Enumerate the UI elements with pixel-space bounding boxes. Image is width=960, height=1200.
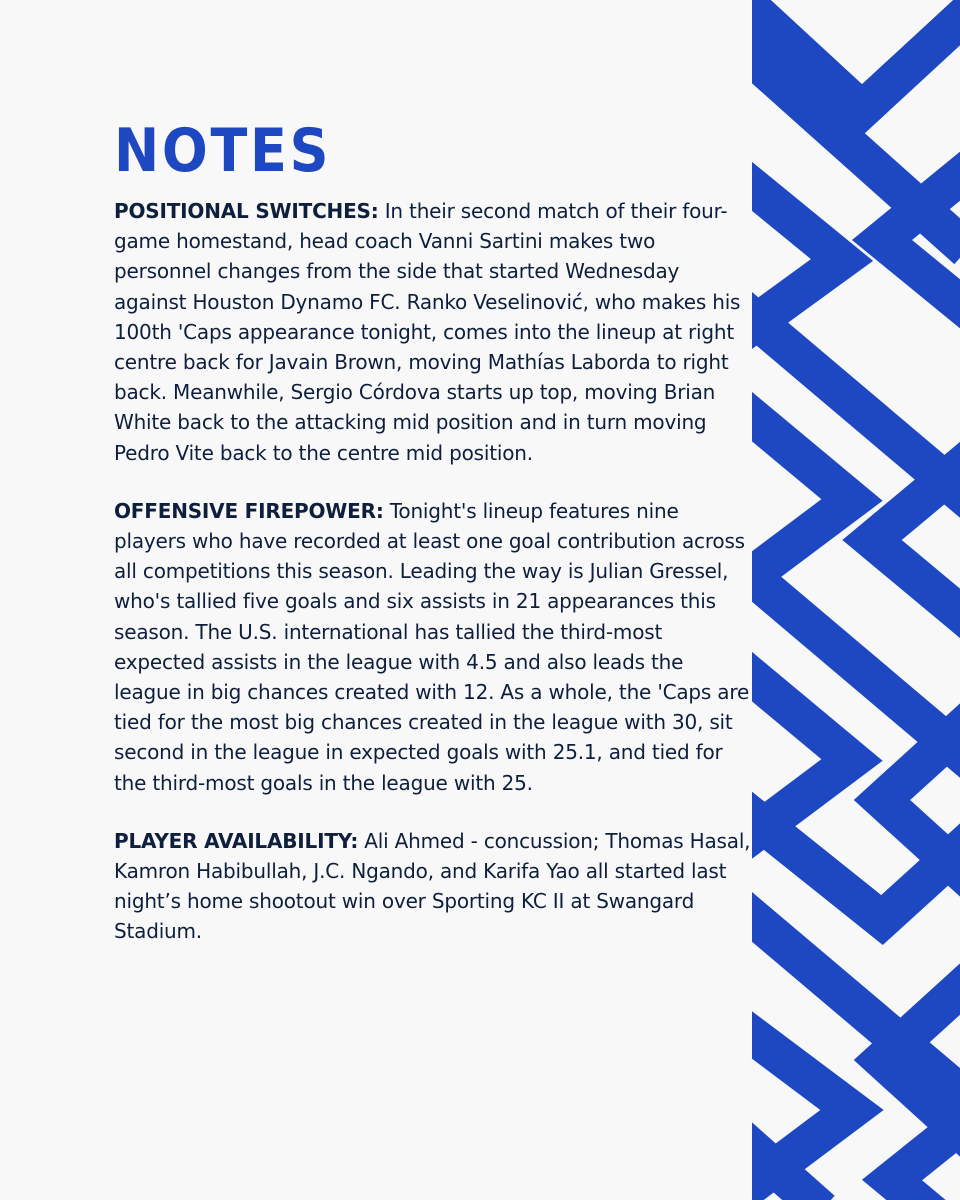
note-text: In their second match of their four-game homestand, head coach Vanni Sartini makes two personnel changes from the side that started Wednesday against Houston Dynamo FC. Ranko Veselinović, who makes his 100th 'Caps appearance tonight, comes into the lineup at right centre back for Javain Brown, moving Mathías Laborda to right back. Meanwhile, Sergio Córdova starts up top, moving Brian White back to the attacking mid position and in turn moving Pedro Vite back to the centre mid position. xyxy=(114,199,741,465)
decorative-stripe-pattern xyxy=(752,0,960,1200)
note-text: Tonight's lineup features nine players who have recorded at least one goal contribution across all competitions this season. Leading the way is Julian Gressel, who's tallied five goals and six assists in 21 appearances this season. The U.S. international has tallied the third-most expected assists in the league with 4.5 and also leads the league in big chances created with 12. As a whole, the 'Caps are tied for the most big chances created in the league with 30, sit second in the league in expected goals with 25.1, and tied for the third-most goals in the league with 25. xyxy=(114,498,750,795)
note-text: Ali Ahmed - concussion; Thomas Hasal, Kamron Habibullah, J.C. Ngando, and Karifa Yao all started last night’s home shootout win over Sporting KC II at Swangard Stadium. xyxy=(114,828,751,944)
stripe xyxy=(752,400,852,590)
note-label: POSITIONAL SWITCHES: xyxy=(114,199,379,223)
note-player-availability xyxy=(114,826,754,947)
note-label: PLAYER AVAILABILITY: xyxy=(114,828,359,853)
stripe-group xyxy=(752,0,960,1200)
note-label: OFFENSIVE FIREPOWER: xyxy=(114,498,384,523)
notes-content xyxy=(114,118,754,947)
note-offensive-firepower xyxy=(114,496,754,798)
page-title: NOTES xyxy=(114,116,332,186)
note-positional-switches xyxy=(114,196,754,468)
